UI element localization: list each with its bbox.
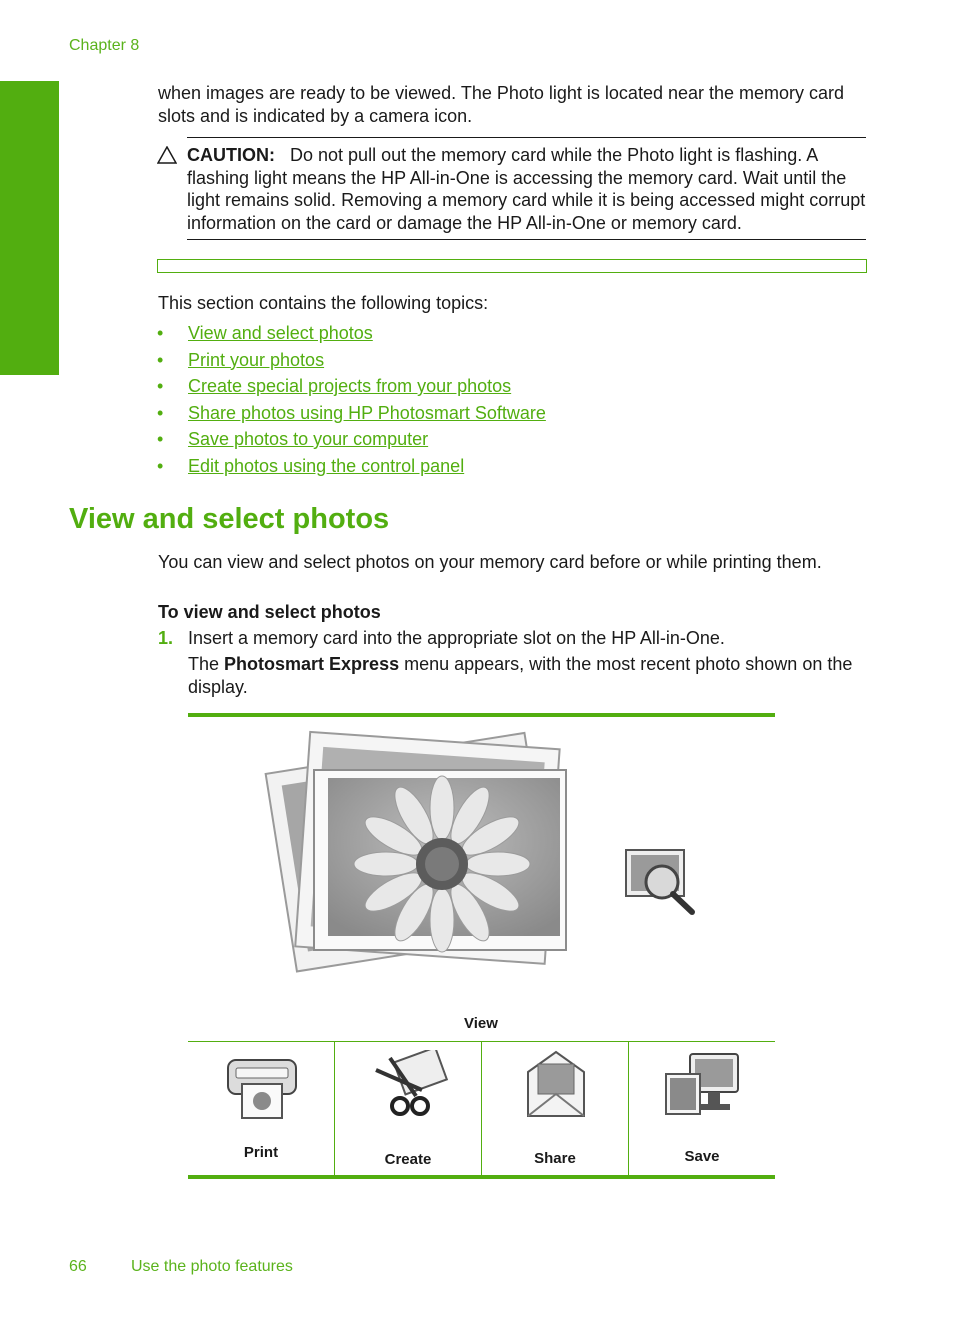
caution-label: CAUTION: bbox=[187, 145, 275, 165]
section-body: You can view and select photos on your memory card before or while printing them. bbox=[158, 552, 822, 572]
intro-paragraph: when images are ready to be viewed. The Photo light is located near the memory card slots and is indicated by a camera icon. bbox=[158, 83, 845, 126]
list-item: • Create special projects from your photos bbox=[157, 376, 512, 396]
topic-link[interactable]: View and select photos bbox=[188, 323, 373, 343]
topic-link[interactable]: Print your photos bbox=[188, 349, 325, 370]
scissors-icon[interactable] bbox=[370, 1050, 450, 1120]
figure-bottom-rule bbox=[188, 1175, 775, 1179]
caution-triangle-icon bbox=[157, 146, 177, 164]
footer-title: Use the photo features bbox=[131, 1258, 293, 1275]
share-label: Share bbox=[534, 1150, 576, 1167]
caution-bottom-rule bbox=[187, 239, 866, 240]
computer-icon[interactable] bbox=[664, 1050, 744, 1120]
topic-link[interactable]: Edit photos using the control panel bbox=[188, 455, 465, 476]
step-text: Insert a memory card into the appropriate slot on the HP All-in-One. bbox=[188, 628, 725, 648]
view-label: View bbox=[464, 1015, 498, 1032]
list-item: • Save photos to your computer bbox=[157, 429, 429, 449]
topics-list bbox=[157, 320, 546, 479]
printer-icon[interactable] bbox=[222, 1054, 302, 1124]
list-item: • Edit photos using the control panel bbox=[157, 455, 465, 476]
magnifier-photo-icon[interactable] bbox=[622, 846, 702, 918]
topic-link[interactable]: Share photos using HP Photosmart Software bbox=[188, 402, 546, 423]
save-label: Save bbox=[684, 1148, 720, 1165]
step-result: The Photosmart Express menu appears, with the most recent photo shown on the display. bbox=[188, 654, 853, 697]
figure-top-rule bbox=[188, 713, 775, 717]
topic-link[interactable]: Create special projects from your photos bbox=[188, 376, 512, 396]
empty-box bbox=[157, 259, 867, 273]
caution-top-rule bbox=[187, 137, 866, 138]
envelope-icon[interactable] bbox=[516, 1050, 596, 1120]
caution-note: CAUTION: Do not pull out the memory card while the Photo light is flashing. A flashing light means the HP All-in-One is accessing the memory card. Wait until the light remains solid. Removing a memory card while it is being accessed might corrupt information on the card or damage the HP All-in-One or memory card. bbox=[157, 144, 869, 234]
print-label: Print bbox=[243, 1144, 279, 1161]
side-tab-label: Photos bbox=[29, 391, 44, 439]
step-number: 1. bbox=[158, 628, 174, 648]
chapter-label: Chapter 8 bbox=[69, 37, 140, 54]
list-item: • Print your photos bbox=[157, 349, 325, 370]
list-item: • Share photos using HP Photosmart Software bbox=[157, 402, 546, 423]
section-title: View and select photos bbox=[69, 503, 390, 535]
photo-stack-image bbox=[262, 724, 572, 984]
list-item: • View and select photos bbox=[157, 323, 373, 343]
procedure-title: To view and select photos bbox=[158, 602, 381, 622]
topic-link[interactable]: Save photos to your computer bbox=[188, 429, 429, 449]
page-number: 66 bbox=[69, 1258, 87, 1275]
create-label: Create bbox=[384, 1151, 432, 1168]
topics-intro: This section contains the following topics: bbox=[158, 293, 489, 313]
side-tab bbox=[0, 81, 59, 439]
